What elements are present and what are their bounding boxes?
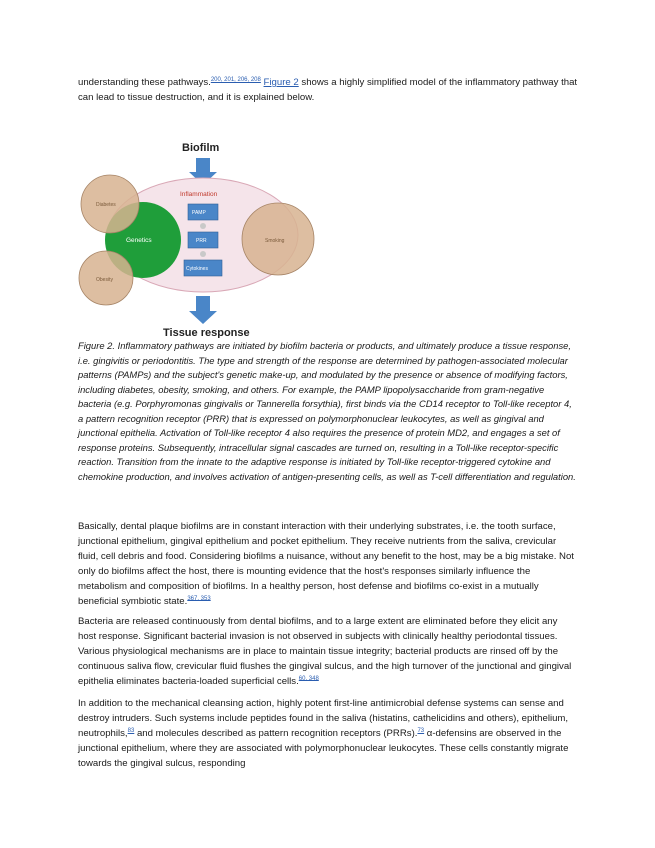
cytokines-label: Cytokines	[186, 266, 208, 272]
paragraph-3-ref-2[interactable]: 73	[417, 727, 425, 734]
obesity-label: Obesity	[96, 277, 113, 283]
smoking-label: Smoking	[265, 238, 285, 244]
intro-refs[interactable]: 200, 201, 206, 208	[210, 76, 261, 83]
bottom-arrow	[189, 296, 217, 324]
figure-caption: Figure 2. Inflammatory pathways are initiated by biofilm bacteria or products, and ultimately produce a tissue response, i.e. gingivitis or periodontitis. The type and strength of the response are determined by pathogen-associated molecular patterns (PAMPs) and the subject's genetic make-up, and modulated by the presence or absence of modifying factors, including diabetes, obesity, smoking, and others. For example, the PAMP lipopolysaccharide from gram-negative bacteria (e.g. Porphyromonas gingivalis or Tannerella forsythia), first binds via the CD14 receptor to Toll-like receptor 4, a pattern recognition receptor (PRR) that is expressed on polymorphonuclear leukocytes, as well as gingival and junctional epithelia. Activation of Toll-like receptor 4 also requires the presence of protein MD2, and engages a set of response proteins. Subsequently, intracellular signal cascades are turned on, resulting in a Toll-like receptor-specific reaction. Transition from the innate to the adaptive response is initiated by Toll-like receptor-triggered cytokine and chemokine production, and involves activation of antigen-presenting cells, as well as T-cell differentiation and regulation.	[78, 340, 576, 482]
connector-2	[200, 251, 206, 257]
paragraph-1-refs[interactable]: 367, 353	[187, 595, 211, 602]
paragraph-bacteria-release	[78, 615, 578, 690]
paragraph-defense-systems	[78, 697, 578, 772]
paragraph-2-text: Bacteria are released continuously from dental biofilms, and to a large extent are eliminated before they elicit any host response. Significant bacterial invasion is not observed in subjects with clinically healthy periodontal tissues. Various physiological mechanisms are in place to maintain tissue integrity; bacterial products are rinsed off by the continuous saliva flow, crevicular fluid flushes the gingival sulcus, and the high turnover of the junctional and gingival epithelia eliminates bacteria-loaded superficial cells.	[78, 616, 572, 687]
paragraph-2-refs[interactable]: 60, 348	[298, 675, 319, 682]
tissue-response-label: Tissue response	[163, 327, 250, 338]
intro-text: understanding these pathways.	[78, 77, 211, 88]
diabetes-label: Diabetes	[96, 202, 116, 208]
prr-label: PRR	[196, 238, 207, 244]
figure-2-link[interactable]: Figure 2	[263, 77, 299, 88]
paragraph-3-text-a: In addition to the mechanical cleansing action, highly potent first-line antimicrobial defense systems can sense and destroy intruders. Such systems include peptides found in the saliva (histatins, cathelicidins and others), epithelium, neutrophils,	[78, 698, 569, 739]
biofilm-label: Biofilm	[182, 142, 220, 154]
inflammation-diagram	[78, 138, 318, 338]
paragraph-1-text: Basically, dental plaque biofilms are in constant interaction with their underlying substrates, i.e. the tooth surface, junctional epithelium, gingival epithelium and pocket epithelium. They receive nutrients from the saliva, crevicular fluid, cell debris and food. Considering biofilms a nuisance, without any benefit to the host, may be a big mistake. Not only do biofilms affect the host, there is mounting evidence that the host's responses similarly influence the metabolism and composition of biofilms. In a healthy person, host defense and biofilms co-exist in a mutually beneficial symbiotic state.	[78, 521, 574, 607]
intro-paragraph	[78, 76, 578, 106]
paragraph-3-text-b: and molecules described as pattern recognition receptors (PRRs).	[134, 727, 418, 739]
intro-text-after: shows a highly simplified model of the inflammatory pathway that can lead to tissue destruction, and it is explained below.	[78, 77, 578, 103]
connector-1	[200, 223, 206, 229]
inflammation-label: Inflammation	[180, 191, 218, 198]
pamp-label: PAMP	[192, 210, 206, 216]
paragraph-3-ref-1[interactable]: 83	[127, 727, 135, 734]
paragraph-3-text-c: α-defensins are observed in the junctional epithelium, where they are associated with polymorphonuclear leukocytes. These cells constantly migrate towards the gingival sulcus, responding	[78, 727, 569, 769]
genetics-label: Genetics	[126, 237, 152, 244]
paragraph-biofilm-interaction	[78, 520, 578, 609]
